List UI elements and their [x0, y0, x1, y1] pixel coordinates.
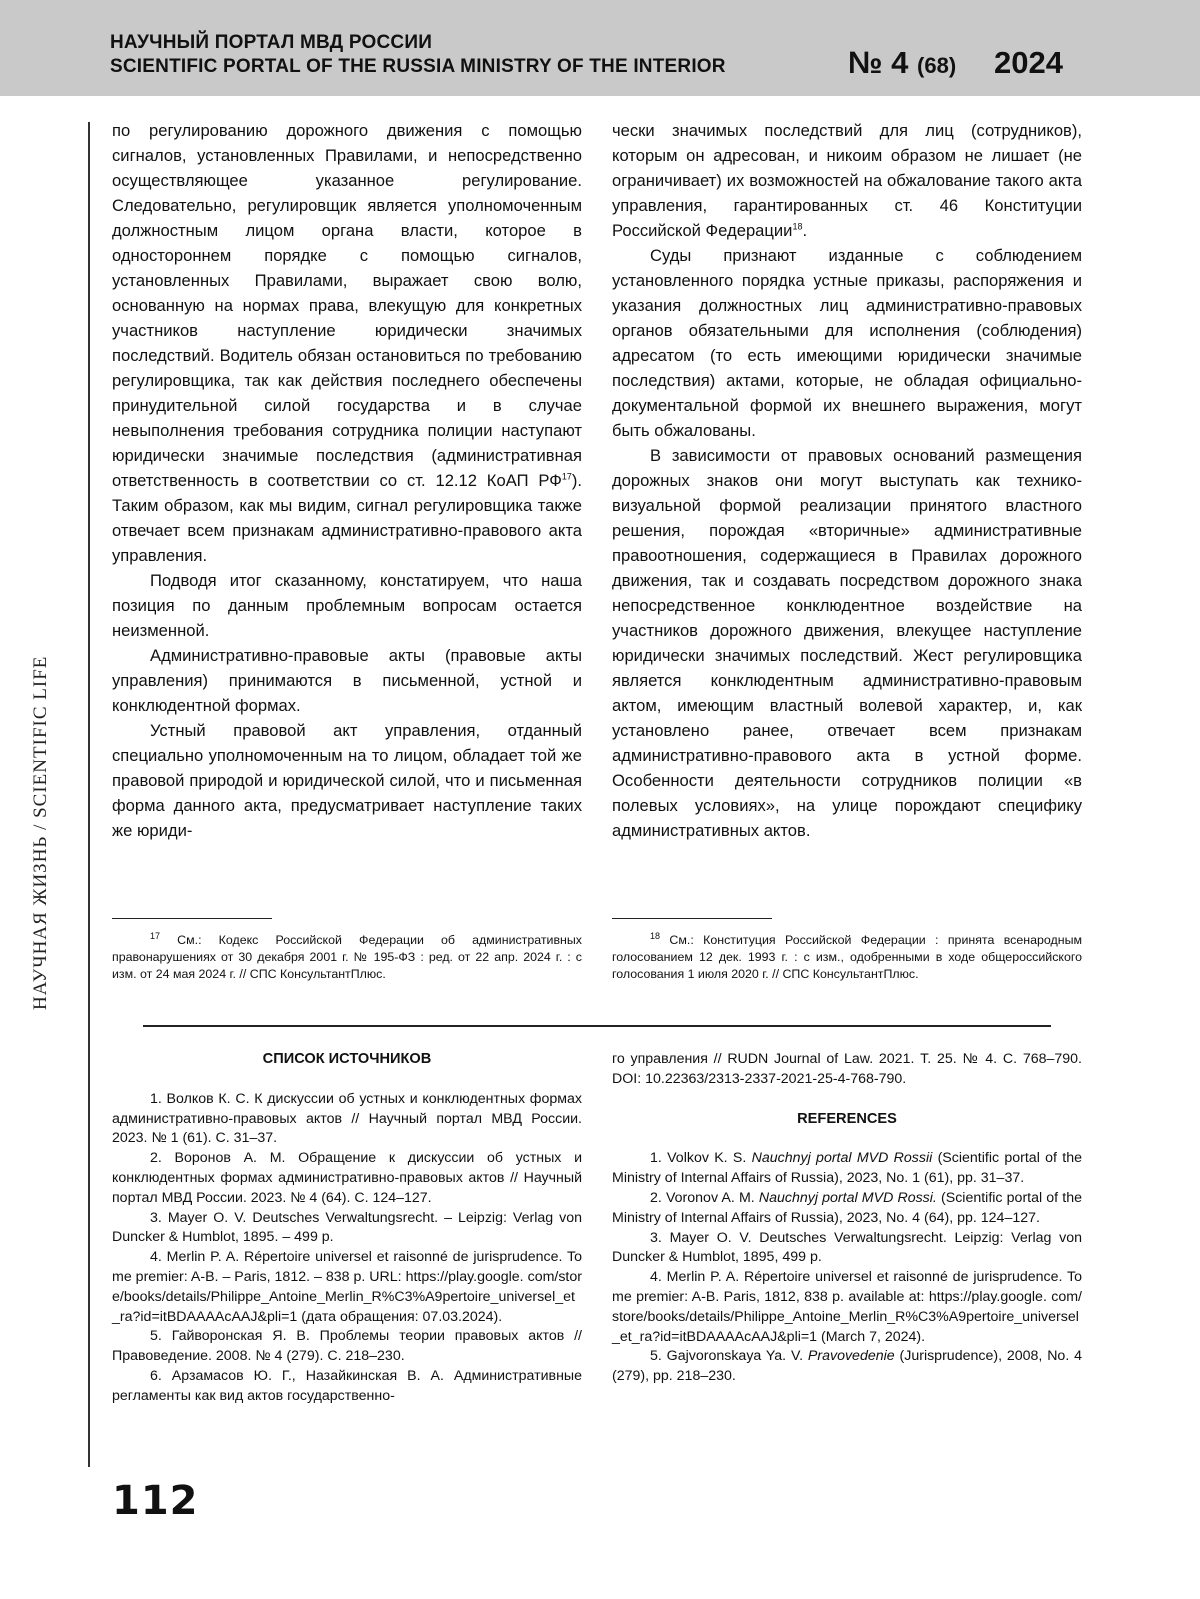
- reference-item: 4. Merlin P. A. Répertoire universel et raisonné de jurisprudence. Tome premier: A-B. Paris, 1812, 838 p. available at: https://play.google. com/store/books/details/Philippe_Antoine_Merlin_R%C3%A9pertoire_universel_et_ra?id=itBDAAAAcAAJ&pli=1 (March 7, 2024).: [612, 1269, 1082, 1345]
- sources-list: [112, 1050, 582, 1407]
- paragraph: Подводя итог сказанному, констатируем, что наша позиция по данным проблемным вопросам остается неизменной.: [112, 571, 582, 640]
- source-item: 1. Волков К. С. К дискуссии об устных и конклюдентных формах административно-правовых актов // Научный портал МВД России. 2023. № 1 (61). С. 31–37.: [112, 1090, 582, 1147]
- vertical-rule: [88, 122, 90, 1467]
- section-label: НАУЧНАЯ ЖИЗНЬ / SCIENTIFIC LIFE: [30, 655, 51, 1010]
- journal-title-ru: НАУЧНЫЙ ПОРТАЛ МВД РОССИИ: [110, 32, 433, 53]
- reference-item: 2. Voronov A. M. Nauchnyj portal MVD Rossi. (Scientific portal of the Ministry of Internal Affairs of Russia), 2023, No. 4 (64), pp. 124–127.: [612, 1189, 1082, 1226]
- reference-item: 1. Volkov K. S. Nauchnyj portal MVD Rossii (Scientific portal of the Ministry of Internal Affairs of Russia), 2023, No. 1 (61), pp. 31–37.: [612, 1150, 1082, 1187]
- reference-item: 5. Gajvoronskaya Ya. V. Pravovedenie (Jurisprudence), 2008, No. 4 (279), pp. 218–230.: [612, 1348, 1082, 1385]
- source-item: 6. Арзамасов Ю. Г., Назайкинская В. А. Административные регламенты как вид актов государственно-: [112, 1367, 582, 1404]
- footnote-rule: [612, 918, 772, 919]
- section-divider: [143, 1025, 1051, 1027]
- paragraph: Устный правовой акт управления, отданный специально уполномоченным на то лицом, обладает той же правовой природой и юридической силой, что и письменная форма данного акта, предусматривает наступление таких же юриди-: [112, 721, 582, 840]
- footnote-ref-17: 17: [561, 471, 572, 482]
- footnote-17: $^{17}$ См.: Кодекс Российской Федерации об административных правонарушениях от 30 декабря 2001 г. № 195-ФЗ : ред. от 22 апр. 2024 г. : с изм. от 24 мая 2024 г. // СПС КонсультантПлюс.: [112, 930, 582, 981]
- source-item: 2. Воронов А. М. Обращение к дискуссии об устных и конклюдентных формах административно-правовых актов // Научный портал МВД России. 2023. № 4 (64). С. 124–127.: [112, 1150, 582, 1206]
- paragraph: В зависимости от правовых оснований размещения дорожных знаков они могут выступать как технико-визуальной формой реализации принятого властного решения, порождая «вторичные» административные правоотношения, содержащиеся в Правилах дорожного движения, так и создавать посредством дорожного знака непосредственное конклюдентное воздействие на участников дорожного движения, влекущее наступление юридически значимых последствий. Жест регулировщика является конклюдентным административно-правовым актом, имеющим властный волевой характер, и, как установлено ранее, отвечает всем признакам административно-правового акта в устной форме. Особенности деятельности сотрудников полиции «в полевых условиях», на улице порождают специфику административных актов.: [612, 446, 1082, 840]
- body-column-right: [612, 118, 1082, 843]
- references-title: REFERENCES: [797, 1110, 897, 1127]
- issue-year: 2024: [994, 45, 1063, 80]
- paragraph: Административно-правовые акты (правовые акты управления) принимаются в письменной, устной и конклюдентной формах.: [112, 646, 582, 715]
- body-column-left: [112, 118, 582, 843]
- source-item-continuation: го управления // RUDN Journal of Law. 2021. Т. 25. № 4. С. 768–790. DOI: 10.22363/2313-2337-2021-25-4-768-790.: [612, 1051, 1082, 1087]
- paragraph: по регулированию дорожного движения с помощью сигналов, установленных Правилами, и непосредственно осуществляющее указанное регулирование. Следовательно, регулировщик является уполномоченным должностным лицом органа власти, которое в одностороннем порядке с помощью сигналов, установленных Правилами, выражает свою волю, основанную на нормах права, влекущую для конкретных участников наступление юридически значимых последствий. Водитель обязан остановиться по требованию регулировщика, так как действия последнего обеспечены принудительной силой государства и в случае невыполнения требования сотрудника полиции наступают юридически значимые последствия (административная ответственность в соответствии со ст. 12.12 КоАП РФ$^{17}$). Таким образом, как мы видим, сигнал регулировщика также отвечает всем признакам административно-правового акта управления.: [112, 121, 582, 565]
- source-item: 4. Merlin P. A. Répertoire universel et raisonné de jurisprudence. Tome premier: A-B. – Paris, 1812. – 838 p. URL: https://play.google. com/store/books/details/Philippe_Antoine_Merlin_R%C3%A9pertoire_universel_et_ra?id=itBDAAAAcAAJ&pli=1 (дата обращения: 07.03.2024).: [112, 1249, 582, 1325]
- sources-title: СПИСОК ИСТОЧНИКОВ: [262, 1051, 432, 1067]
- page-header: [0, 0, 1200, 96]
- source-item: 3. Mayer O. V. Deutsches Verwaltungsrecht. – Leipzig: Verlag von Duncker & Humblot, 1895. – 499 p.: [112, 1209, 582, 1246]
- source-item: 5. Гайворонская Я. В. Проблемы теории правовых актов // Правоведение. 2008. № 4 (279). С. 218–230.: [112, 1328, 582, 1365]
- paragraph: Суды признают изданные с соблюдением установленного порядка устные приказы, распоряжения и указания должностных лиц административно-правовых органов обязательными для исполнения (соблюдения) адресатом (то есть имеющими юридически значимые последствия) актами, которые, не обладая официально-документальной формой их внешнего выражения, могут быть обжалованы.: [612, 246, 1082, 440]
- footnote-rule: [112, 918, 272, 919]
- references-list: [612, 1050, 1082, 1387]
- journal-title-en: SCIENTIFIC PORTAL OF THE RUSSIA MINISTRY OF THE INTERIOR: [110, 56, 726, 77]
- footnote-ref-18: 18: [792, 221, 803, 232]
- reference-item: 3. Mayer O. V. Deutsches Verwaltungsrecht. Leipzig: Verlag von Duncker & Humblot, 1895, 499 p.: [612, 1229, 1082, 1266]
- footnote-18: $^{18}$ См.: Конституция Российской Федерации : принята всенародным голосованием 12 дек. 1993 г. : с изм., одобренными в ходе общероссийского голосования 1 июля 2020 г. // СПС КонсультантПлюс.: [612, 930, 1082, 981]
- issue-number: № 4 (68): [848, 45, 957, 80]
- page-number: 112: [112, 1478, 199, 1524]
- paragraph: чески значимых последствий для лиц (сотрудников), которым он адресован, и никоим образом не лишает (не ограничивает) их возможностей на обжалование такого акта управления, гарантированных ст. 46 Конституции Российской Федерации$^{18}$.: [612, 121, 1082, 240]
